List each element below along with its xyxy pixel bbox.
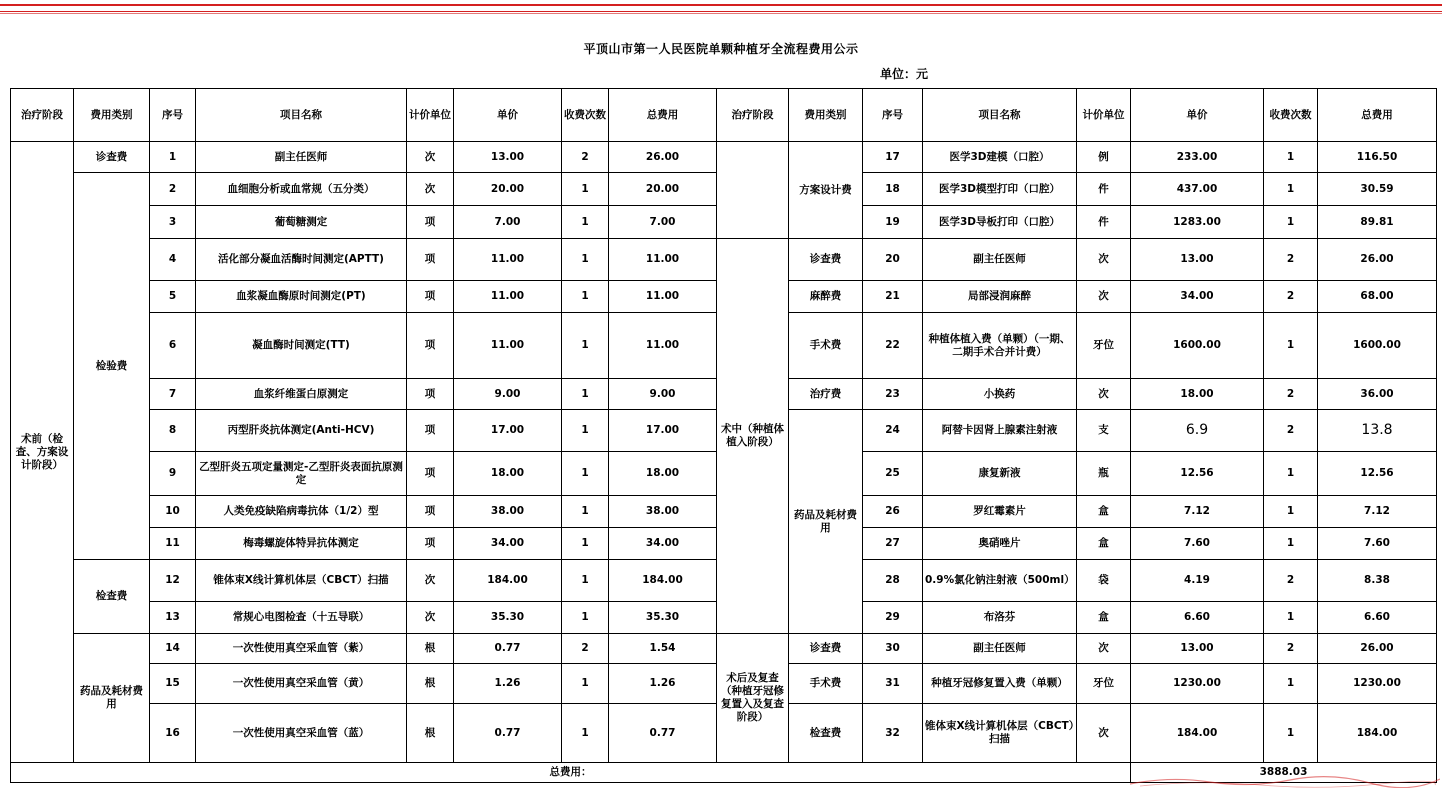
- header-category: 费用类别: [74, 89, 150, 142]
- cell-total: 20.00: [609, 173, 717, 206]
- cell-times: 1: [1264, 173, 1318, 206]
- cell-unit: 牙位: [1077, 313, 1131, 379]
- cell-name: 0.9%氯化钠注射液（500ml）: [923, 560, 1077, 602]
- category-exam: 诊查费: [74, 142, 150, 173]
- cell-no: 15: [150, 664, 196, 704]
- cell-name: 医学3D建模（口腔）: [923, 142, 1077, 173]
- cell-total: 26.00: [609, 142, 717, 173]
- cell-price: 18.00: [454, 452, 562, 496]
- cell-total: 17.00: [609, 410, 717, 452]
- cell-times: 1: [562, 410, 609, 452]
- cell-price: 13.00: [1131, 634, 1264, 664]
- cell-no: 22: [863, 313, 923, 379]
- cell-times: 1: [562, 173, 609, 206]
- cell-no: 26: [863, 496, 923, 528]
- cell-price: 18.00: [1131, 379, 1264, 410]
- table-row: [11, 634, 1437, 664]
- cell-name: 血细胞分析或血常规（五分类）: [196, 173, 407, 206]
- header-times-right: 收费次数: [1264, 89, 1318, 142]
- cell-unit: 件: [1077, 206, 1131, 239]
- cell-no: 2: [150, 173, 196, 206]
- cell-no: 3: [150, 206, 196, 239]
- category-design: 方案设计费: [789, 142, 863, 239]
- cell-name: 副主任医师: [196, 142, 407, 173]
- cell-total: 0.77: [609, 704, 717, 763]
- cell-no: 23: [863, 379, 923, 410]
- header-row: [11, 89, 1437, 142]
- cell-total: 36.00: [1318, 379, 1437, 410]
- stage-mid-top-blank: [717, 142, 789, 239]
- table-row: [11, 239, 1437, 281]
- header-name: 项目名称: [196, 89, 407, 142]
- cell-unit: 项: [407, 528, 454, 560]
- cell-times: 1: [1264, 452, 1318, 496]
- header-unit: 计价单位: [407, 89, 454, 142]
- cell-unit: 次: [1077, 634, 1131, 664]
- top-red-rule-thin-2: [0, 13, 1442, 14]
- cell-unit: 次: [407, 173, 454, 206]
- cell-unit: 盒: [1077, 528, 1131, 560]
- cell-times: 1: [562, 379, 609, 410]
- cell-name: 凝血酶时间测定(TT): [196, 313, 407, 379]
- stage-pre: 术前（检查、方案设计阶段）: [11, 142, 74, 763]
- cell-no: 4: [150, 239, 196, 281]
- cell-times: 1: [562, 528, 609, 560]
- cell-unit: 项: [407, 379, 454, 410]
- cell-name: 阿替卡因肾上腺素注射液: [923, 410, 1077, 452]
- cell-name: 乙型肝炎五项定量测定-乙型肝炎表面抗原测定: [196, 452, 407, 496]
- table-row: [11, 142, 1437, 173]
- cell-unit: 根: [407, 664, 454, 704]
- cell-unit: 支: [1077, 410, 1131, 452]
- cell-name: 活化部分凝血活酶时间测定(APTT): [196, 239, 407, 281]
- cell-unit: 次: [1077, 704, 1131, 763]
- category-anesthesia: 麻醉费: [789, 281, 863, 313]
- cell-name: 一次性使用真空采血管（黄）: [196, 664, 407, 704]
- category-treatment: 治疗费: [789, 379, 863, 410]
- cell-unit: 瓶: [1077, 452, 1131, 496]
- cell-times: 1: [562, 206, 609, 239]
- cell-no: 17: [863, 142, 923, 173]
- cell-price: 0.77: [454, 704, 562, 763]
- cell-no: 14: [150, 634, 196, 664]
- cell-unit: 盒: [1077, 496, 1131, 528]
- header-unit-right: 计价单位: [1077, 89, 1131, 142]
- cell-times: 1: [562, 664, 609, 704]
- cell-price: 1283.00: [1131, 206, 1264, 239]
- cell-total: 68.00: [1318, 281, 1437, 313]
- cell-no: 27: [863, 528, 923, 560]
- cell-times: 1: [562, 313, 609, 379]
- cell-total: 7.12: [1318, 496, 1437, 528]
- cell-price: 35.30: [454, 602, 562, 634]
- category-drug-mid: 药品及耗材费用: [789, 410, 863, 634]
- cell-price: 0.77: [454, 634, 562, 664]
- cell-unit: 次: [407, 560, 454, 602]
- total-row: [11, 763, 1437, 783]
- cell-times: 1: [562, 602, 609, 634]
- total-label: 总费用：: [11, 763, 1131, 783]
- cell-price: 233.00: [1131, 142, 1264, 173]
- cell-no: 6: [150, 313, 196, 379]
- fee-table: [10, 88, 1437, 783]
- stage-post: 术后及复查（种植牙冠修复置入及复查阶段）: [717, 634, 789, 763]
- cell-name: 医学3D模型打印（口腔）: [923, 173, 1077, 206]
- cell-times: 2: [562, 634, 609, 664]
- cell-unit: 件: [1077, 173, 1131, 206]
- cell-total: 34.00: [609, 528, 717, 560]
- cell-times: 1: [562, 281, 609, 313]
- category-check: 检查费: [74, 560, 150, 634]
- category-surgery: 手术费: [789, 313, 863, 379]
- cell-no: 12: [150, 560, 196, 602]
- cell-no: 18: [863, 173, 923, 206]
- cell-unit: 项: [407, 206, 454, 239]
- cell-total: 116.50: [1318, 142, 1437, 173]
- header-no-right: 序号: [863, 89, 923, 142]
- cell-total: 6.60: [1318, 602, 1437, 634]
- cell-no: 30: [863, 634, 923, 664]
- cell-no: 28: [863, 560, 923, 602]
- cell-no: 21: [863, 281, 923, 313]
- cell-unit: 次: [407, 142, 454, 173]
- cell-price: 1230.00: [1131, 664, 1264, 704]
- cell-unit: 项: [407, 239, 454, 281]
- top-red-rule-thin: [0, 11, 1442, 12]
- cell-name: 血浆凝血酶原时间测定(PT): [196, 281, 407, 313]
- cell-price: 13.00: [454, 142, 562, 173]
- cell-price: 1600.00: [1131, 313, 1264, 379]
- cell-total: 1.54: [609, 634, 717, 664]
- cell-total: 184.00: [1318, 704, 1437, 763]
- cell-no: 31: [863, 664, 923, 704]
- header-total-right: 总费用: [1318, 89, 1437, 142]
- cell-unit: 牙位: [1077, 664, 1131, 704]
- cell-price: 7.12: [1131, 496, 1264, 528]
- cell-price: 11.00: [454, 281, 562, 313]
- cell-name: 布洛芬: [923, 602, 1077, 634]
- cell-total: 11.00: [609, 281, 717, 313]
- cell-no: 19: [863, 206, 923, 239]
- cell-name: 葡萄糖测定: [196, 206, 407, 239]
- cell-total: 26.00: [1318, 634, 1437, 664]
- cell-price: 184.00: [454, 560, 562, 602]
- cell-name: 副主任医师: [923, 239, 1077, 281]
- cell-name: 种植体植入费（单颗）（一期、二期手术合并计费）: [923, 313, 1077, 379]
- cell-price: 9.00: [454, 379, 562, 410]
- cell-price: 7.00: [454, 206, 562, 239]
- cell-name: 常规心电图检查（十五导联）: [196, 602, 407, 634]
- cell-name: 梅毒螺旋体特异抗体测定: [196, 528, 407, 560]
- cell-price: 38.00: [454, 496, 562, 528]
- cell-times: 2: [562, 142, 609, 173]
- cell-total: 26.00: [1318, 239, 1437, 281]
- category-exam-mid: 诊查费: [789, 239, 863, 281]
- cell-price: 13.00: [1131, 239, 1264, 281]
- cell-unit: 项: [407, 281, 454, 313]
- cell-no: 5: [150, 281, 196, 313]
- category-lab: 检验费: [74, 173, 150, 560]
- cell-price: 184.00: [1131, 704, 1264, 763]
- cell-total: 12.56: [1318, 452, 1437, 496]
- document-title: 平顶山市第一人民医院单颗种植牙全流程费用公示: [583, 42, 859, 56]
- cell-name: 罗红霉素片: [923, 496, 1077, 528]
- cell-times: 1: [562, 560, 609, 602]
- cell-total: 13.8: [1318, 410, 1437, 452]
- cell-unit: 项: [407, 410, 454, 452]
- cell-price: 20.00: [454, 173, 562, 206]
- cell-name: 康复新液: [923, 452, 1077, 496]
- cell-total: 9.00: [609, 379, 717, 410]
- cell-times: 2: [1264, 281, 1318, 313]
- cell-price: 11.00: [454, 239, 562, 281]
- cell-no: 13: [150, 602, 196, 634]
- cell-total: 30.59: [1318, 173, 1437, 206]
- cell-name: 副主任医师: [923, 634, 1077, 664]
- cell-unit: 袋: [1077, 560, 1131, 602]
- cell-total: 1600.00: [1318, 313, 1437, 379]
- cell-name: 种植牙冠修复置入费（单颗）: [923, 664, 1077, 704]
- category-exam-post: 诊查费: [789, 634, 863, 664]
- cell-no: 8: [150, 410, 196, 452]
- cell-total: 35.30: [609, 602, 717, 634]
- cell-no: 11: [150, 528, 196, 560]
- cell-unit: 例: [1077, 142, 1131, 173]
- cell-unit: 项: [407, 452, 454, 496]
- header-name-right: 项目名称: [923, 89, 1077, 142]
- cell-times: 2: [1264, 410, 1318, 452]
- cell-price: 437.00: [1131, 173, 1264, 206]
- currency-unit: 单位：元: [880, 67, 929, 81]
- cell-no: 1: [150, 142, 196, 173]
- cell-total: 184.00: [609, 560, 717, 602]
- cell-times: 2: [1264, 634, 1318, 664]
- cell-price: 4.19: [1131, 560, 1264, 602]
- cell-times: 1: [1264, 313, 1318, 379]
- stage-mid: 术中（种植体植入阶段）: [717, 239, 789, 634]
- header-total: 总费用: [609, 89, 717, 142]
- cell-price: 6.9: [1131, 410, 1264, 452]
- cell-name: 奥硝唑片: [923, 528, 1077, 560]
- cell-no: 7: [150, 379, 196, 410]
- cell-times: 1: [562, 496, 609, 528]
- cell-no: 24: [863, 410, 923, 452]
- cell-total: 18.00: [609, 452, 717, 496]
- cell-times: 1: [562, 452, 609, 496]
- cell-name: 锥体束X线计算机体层（CBCT）扫描: [923, 704, 1077, 763]
- cell-total: 11.00: [609, 313, 717, 379]
- cell-price: 17.00: [454, 410, 562, 452]
- cell-price: 1.26: [454, 664, 562, 704]
- cell-times: 1: [1264, 496, 1318, 528]
- cell-total: 1230.00: [1318, 664, 1437, 704]
- cell-times: 1: [1264, 602, 1318, 634]
- cell-name: 一次性使用真空采血管（紫）: [196, 634, 407, 664]
- cell-unit: 次: [1077, 379, 1131, 410]
- header-price-right: 单价: [1131, 89, 1264, 142]
- cell-no: 10: [150, 496, 196, 528]
- cell-total: 8.38: [1318, 560, 1437, 602]
- cell-no: 20: [863, 239, 923, 281]
- cell-price: 34.00: [454, 528, 562, 560]
- cell-unit: 盒: [1077, 602, 1131, 634]
- header-times: 收费次数: [562, 89, 609, 142]
- cell-total: 1.26: [609, 664, 717, 704]
- cell-unit: 项: [407, 313, 454, 379]
- cell-unit: 次: [1077, 281, 1131, 313]
- cell-no: 9: [150, 452, 196, 496]
- cell-total: 11.00: [609, 239, 717, 281]
- cell-times: 1: [562, 704, 609, 763]
- cell-no: 29: [863, 602, 923, 634]
- cell-name: 人类免疫缺陷病毒抗体（1/2）型: [196, 496, 407, 528]
- cell-total: 38.00: [609, 496, 717, 528]
- category-check-post: 检查费: [789, 704, 863, 763]
- cell-unit: 根: [407, 704, 454, 763]
- header-stage: 治疗阶段: [11, 89, 74, 142]
- cell-name: 局部浸润麻醉: [923, 281, 1077, 313]
- cell-times: 2: [1264, 560, 1318, 602]
- cell-unit: 根: [407, 634, 454, 664]
- cell-unit: 次: [1077, 239, 1131, 281]
- cell-times: 1: [1264, 704, 1318, 763]
- cell-no: 32: [863, 704, 923, 763]
- category-drug-pre: 药品及耗材费用: [74, 634, 150, 763]
- cell-times: 1: [562, 239, 609, 281]
- cell-name: 锥体束X线计算机体层（CBCT）扫描: [196, 560, 407, 602]
- cell-name: 小换药: [923, 379, 1077, 410]
- cell-name: 一次性使用真空采血管（蓝）: [196, 704, 407, 763]
- cell-no: 16: [150, 704, 196, 763]
- cell-unit: 项: [407, 496, 454, 528]
- header-stage-right: 治疗阶段: [717, 89, 789, 142]
- header-price: 单价: [454, 89, 562, 142]
- category-surgery-post: 手术费: [789, 664, 863, 704]
- cell-times: 1: [1264, 528, 1318, 560]
- header-category-right: 费用类别: [789, 89, 863, 142]
- cell-times: 2: [1264, 379, 1318, 410]
- cell-name: 丙型肝炎抗体测定(Anti-HCV): [196, 410, 407, 452]
- cell-price: 34.00: [1131, 281, 1264, 313]
- cell-times: 2: [1264, 239, 1318, 281]
- total-value: 3888.03: [1131, 763, 1437, 783]
- cell-times: 1: [1264, 142, 1318, 173]
- cell-price: 11.00: [454, 313, 562, 379]
- cell-name: 血浆纤维蛋白原测定: [196, 379, 407, 410]
- cell-total: 7.00: [609, 206, 717, 239]
- cell-no: 25: [863, 452, 923, 496]
- cell-times: 1: [1264, 664, 1318, 704]
- top-red-rule: [0, 4, 1442, 6]
- cell-price: 6.60: [1131, 602, 1264, 634]
- header-no: 序号: [150, 89, 196, 142]
- cell-price: 12.56: [1131, 452, 1264, 496]
- cell-times: 1: [1264, 206, 1318, 239]
- cell-total: 7.60: [1318, 528, 1437, 560]
- cell-name: 医学3D导板打印（口腔）: [923, 206, 1077, 239]
- cell-total: 89.81: [1318, 206, 1437, 239]
- cell-price: 7.60: [1131, 528, 1264, 560]
- cell-unit: 次: [407, 602, 454, 634]
